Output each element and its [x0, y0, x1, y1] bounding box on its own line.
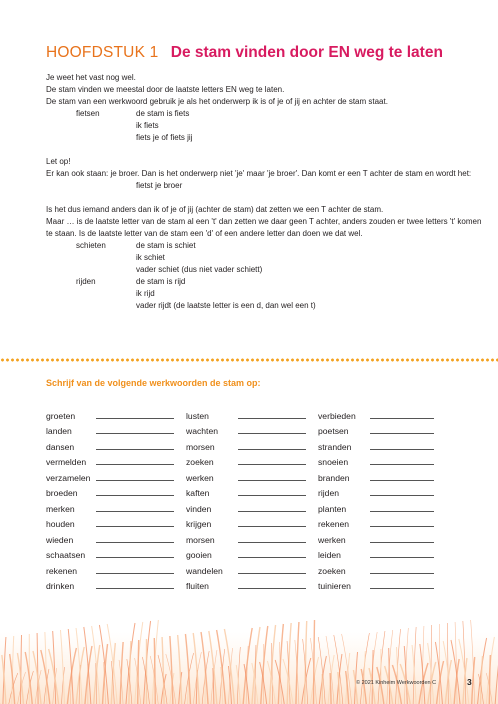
- verb-word: rekenen: [318, 519, 350, 529]
- verb-word: planten: [318, 503, 347, 514]
- answer-line[interactable]: [370, 480, 434, 481]
- exercise-row: [318, 405, 446, 421]
- exercise-row: [186, 529, 318, 545]
- answer-line[interactable]: [238, 573, 306, 574]
- verb-word: verbieden: [318, 410, 356, 421]
- verb-word: rekenen: [46, 565, 78, 576]
- verb-word: vermelden: [46, 457, 87, 467]
- exercise-row: [46, 452, 186, 468]
- exercise-row: [186, 498, 318, 514]
- verb-word: verzamelen: [46, 472, 91, 483]
- answer-line[interactable]: [238, 588, 306, 589]
- exercise-row: [186, 436, 318, 452]
- page-title: [46, 44, 486, 62]
- verb-word: dansen: [46, 441, 75, 452]
- answer-line[interactable]: [238, 557, 306, 558]
- answer-line[interactable]: [370, 526, 434, 527]
- answer-line[interactable]: [96, 542, 174, 543]
- exercise-row: [318, 498, 446, 514]
- answer-line[interactable]: [370, 542, 434, 543]
- exercise-row: [186, 560, 318, 576]
- answer-line[interactable]: [238, 542, 306, 543]
- example-verb: [46, 180, 136, 192]
- answer-line[interactable]: [370, 464, 434, 465]
- example-block: [46, 276, 482, 312]
- exercise-row: [46, 529, 186, 545]
- answer-line[interactable]: [238, 433, 306, 434]
- answer-line[interactable]: [96, 511, 174, 512]
- example-verb: fietsen: [76, 109, 100, 118]
- verb-word: drinken: [46, 581, 75, 591]
- exercise-row: [318, 467, 446, 483]
- verb-word: leiden: [318, 550, 341, 560]
- verb-word: zoeken: [318, 565, 346, 576]
- example-line: de stam is fiets: [136, 109, 190, 118]
- exercise-row: [318, 514, 446, 530]
- answer-line[interactable]: [238, 480, 306, 481]
- exercise-row: [46, 560, 186, 576]
- exercise-column: [46, 405, 186, 591]
- intro-paragraph: Je weet het vast nog wel.: [46, 73, 136, 82]
- exercise-row: [46, 483, 186, 499]
- example-line: vader rijdt (de laatste letter is een d, dan wel een t): [136, 301, 316, 310]
- answer-line[interactable]: [96, 573, 174, 574]
- exercise-row: [318, 529, 446, 545]
- verb-word: wachten: [186, 426, 219, 436]
- answer-line[interactable]: [96, 588, 174, 589]
- chapter-title: De stam vinden door EN weg te laten: [170, 44, 443, 61]
- exercise-row: [186, 545, 318, 561]
- answer-line[interactable]: [96, 495, 174, 496]
- verb-word: wieden: [46, 534, 74, 545]
- example-verb: rijden: [76, 277, 96, 286]
- verb-word: gooien: [186, 550, 212, 560]
- answer-line[interactable]: [96, 449, 174, 450]
- answer-line[interactable]: [370, 573, 434, 574]
- verb-word: tuinieren: [318, 581, 351, 591]
- answer-line[interactable]: [96, 464, 174, 465]
- grass-decoration: [0, 612, 498, 704]
- answer-line[interactable]: [238, 464, 306, 465]
- answer-line[interactable]: [96, 526, 174, 527]
- answer-line[interactable]: [370, 557, 434, 558]
- verb-word: lusten: [186, 410, 209, 421]
- verb-word: branden: [318, 472, 350, 483]
- exercise-row: [318, 560, 446, 576]
- verb-word: morsen: [186, 534, 215, 545]
- verb-word: snoeien: [318, 457, 349, 467]
- answer-line[interactable]: [370, 495, 434, 496]
- exercise-row: [46, 576, 186, 592]
- exercise-grid: [46, 405, 446, 591]
- exercise-row: [186, 421, 318, 437]
- exercise-row: [46, 545, 186, 561]
- example-line: ik fiets: [136, 121, 159, 130]
- verb-word: stranden: [318, 441, 352, 452]
- verb-word: poetsen: [318, 426, 349, 436]
- exercise-row: [46, 467, 186, 483]
- verb-word: landen: [46, 426, 72, 436]
- exercise-column: [318, 405, 446, 591]
- answer-line[interactable]: [238, 495, 306, 496]
- answer-line[interactable]: [370, 418, 434, 419]
- example-verb: schieten: [76, 241, 106, 250]
- exercise-row: [46, 498, 186, 514]
- exercise-row: [186, 576, 318, 592]
- example-line: de stam is rijd: [136, 277, 186, 286]
- answer-line[interactable]: [370, 511, 434, 512]
- answer-line[interactable]: [96, 480, 174, 481]
- dotted-divider: [0, 357, 498, 363]
- answer-line[interactable]: [96, 557, 174, 558]
- verb-word: merken: [46, 503, 75, 514]
- answer-line[interactable]: [370, 449, 434, 450]
- intro-paragraph: Er kan ook staan: je broer. Dan is het onderwerp niet 'je' maar 'je broer'. Dan komt er een T achter de stam en wordt het:: [46, 169, 472, 178]
- example-line: ik schiet: [136, 253, 165, 262]
- example-line: vader schiet (dus niet vader schiett): [136, 265, 263, 274]
- exercise-row: [46, 421, 186, 437]
- exercise-row: [318, 483, 446, 499]
- verb-word: kaften: [186, 488, 210, 498]
- exercise-row: [318, 436, 446, 452]
- exercise-row: [186, 405, 318, 421]
- verb-word: fluiten: [186, 581, 209, 591]
- verb-word: schaatsen: [46, 550, 86, 560]
- example-line: fietst je broer: [136, 181, 183, 190]
- exercise-instruction: Schrijf van de volgende werkwoorden de stam op:: [46, 378, 261, 388]
- example-block: [46, 180, 482, 192]
- example-line: de stam is schiet: [136, 241, 196, 250]
- verb-word: houden: [46, 519, 75, 529]
- intro-paragraph: De stam vinden we meestal door de laatste letters EN weg te laten.: [46, 85, 285, 94]
- answer-line[interactable]: [238, 526, 306, 527]
- exercise-row: [46, 436, 186, 452]
- exercise-row: [318, 452, 446, 468]
- example-block: [46, 240, 482, 276]
- verb-word: morsen: [186, 441, 215, 452]
- answer-line[interactable]: [96, 418, 174, 419]
- exercise-column: [186, 405, 318, 591]
- page-number: 3: [467, 677, 472, 687]
- example-line: fiets je of fiets jij: [136, 133, 193, 142]
- exercise-row: [186, 467, 318, 483]
- explanation-text: [46, 72, 482, 312]
- exercise-row: [318, 576, 446, 592]
- exercise-row: [186, 483, 318, 499]
- copyright-text: © 2021 Kinheim Werkwoorden C: [356, 680, 437, 686]
- exercise-row: [46, 405, 186, 421]
- verb-word: krijgen: [186, 519, 212, 529]
- intro-paragraph: Is het dus iemand anders dan ik of je of jij (achter de stam) dat zetten we een T achter de stam.: [46, 205, 384, 214]
- verb-word: werken: [186, 472, 214, 483]
- intro-paragraph: De stam van een werkwoord gebruik je als het onderwerp ik is of je of jij en achter de stam staat.: [46, 97, 388, 106]
- exercise-row: [186, 514, 318, 530]
- verb-word: rijden: [318, 488, 340, 498]
- intro-paragraph: Maar … is de laatste letter van de stam al een 't' dan zetten we daar geen T achter, anders zouden er twee letters 't' komen te staan. Is de laatste letter van de stam een 'd' of een andere letter dan doen we dat wel.: [46, 217, 482, 238]
- answer-line[interactable]: [238, 511, 306, 512]
- verb-word: broeden: [46, 488, 78, 498]
- answer-line[interactable]: [370, 588, 434, 589]
- answer-line[interactable]: [370, 433, 434, 434]
- verb-word: groeten: [46, 410, 76, 421]
- example-line: ik rijd: [136, 289, 155, 298]
- answer-line[interactable]: [238, 418, 306, 419]
- intro-paragraph: Let op!: [46, 157, 71, 166]
- verb-word: werken: [318, 534, 346, 545]
- example-block: [46, 108, 482, 144]
- verb-word: vinden: [186, 503, 212, 514]
- exercise-row: [318, 545, 446, 561]
- answer-line[interactable]: [238, 449, 306, 450]
- chapter-label: HOOFDSTUK 1: [46, 44, 159, 61]
- exercise-row: [46, 514, 186, 530]
- answer-line[interactable]: [96, 433, 174, 434]
- verb-word: wandelen: [186, 565, 223, 576]
- exercise-row: [186, 452, 318, 468]
- verb-word: zoeken: [186, 457, 214, 467]
- exercise-row: [318, 421, 446, 437]
